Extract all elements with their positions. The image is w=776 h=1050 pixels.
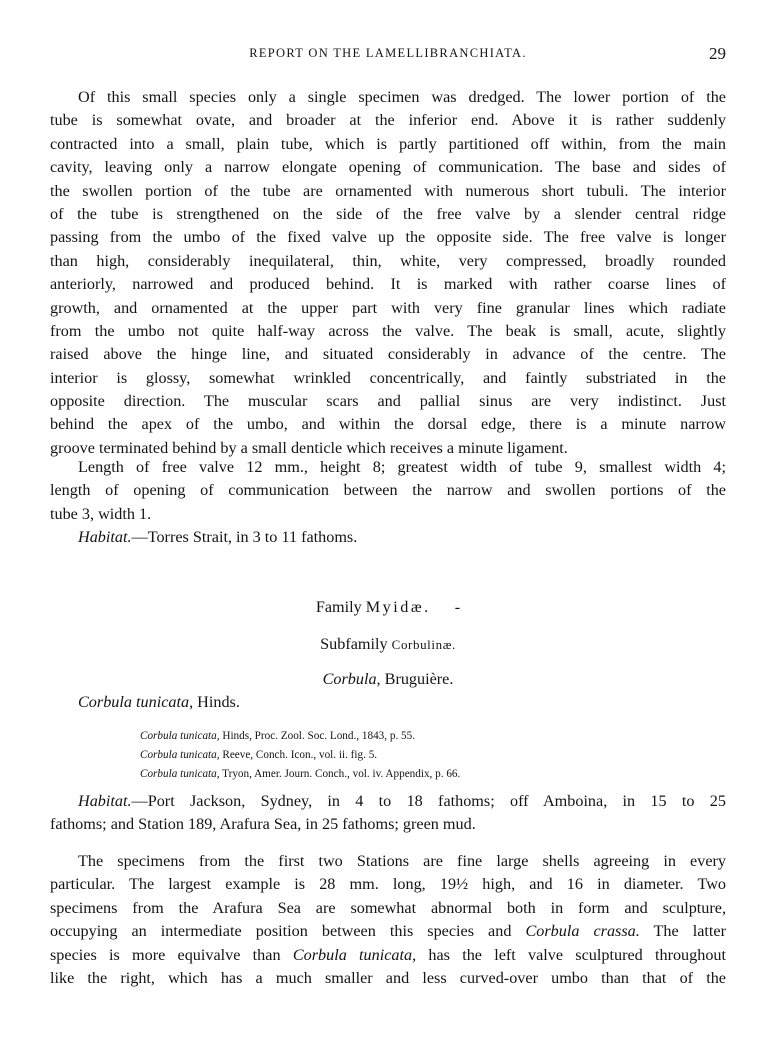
reference-citation: Reeve, Conch. Icon., vol. ii. fig. 5. — [222, 749, 378, 761]
habitat-line — [50, 526, 726, 549]
remarks-line — [50, 920, 726, 943]
species-heading — [78, 693, 240, 712]
running-head — [50, 46, 726, 68]
genus-heading — [50, 668, 726, 690]
remarks-paragraph — [50, 850, 726, 990]
description-line: from the umbo not quite half-way across the valve. The beak is small, acute, slightly — [50, 321, 726, 340]
subfamily-prefix: Subfamily — [320, 635, 388, 653]
remarks-line: like the right, which has a much smaller and less curved-over umbo than that of the — [50, 968, 726, 987]
measurements-paragraph — [50, 456, 726, 526]
species-author: Hinds. — [197, 693, 240, 711]
remarks-text: species is more equivalve than — [50, 945, 281, 964]
measurements-line: length of opening of communication between the narrow and swollen portions of the — [50, 481, 726, 500]
stray-mark: - — [454, 598, 461, 616]
synonymy-reference — [140, 727, 460, 746]
synonymy-reference — [140, 746, 460, 765]
habitat-line — [50, 790, 726, 813]
remarks-line: The specimens from the first two Stations are fine large shells agreeing in every — [78, 852, 726, 870]
description-line: cavity, leaving only a narrow elongate opening of communication. The base and sides of — [50, 158, 726, 177]
reference-taxon: Corbula tunicata, — [140, 749, 220, 761]
subfamily-heading — [50, 633, 726, 656]
measurements-line: tube 3, width 1. — [50, 504, 152, 523]
running-title: REPORT ON THE LAMELLIBRANCHIATA. — [249, 46, 527, 60]
family-prefix: Family — [315, 598, 362, 616]
habitat-label: Habitat. — [78, 792, 132, 810]
description-line: raised above the hinge line, and situated considerably in advance of the centre. The — [50, 345, 726, 364]
habitat-text: —Port Jackson, Sydney, in 4 to 18 fathoms; off Amboina, in 15 to 25 — [131, 792, 726, 810]
description-line: groove terminated behind by a small denticle which receives a minute ligament. — [50, 438, 568, 457]
family-name: Myidæ. — [365, 598, 431, 616]
description-line: contracted into a small, plain tube, which is partly partitioned off within, from the main — [50, 134, 726, 153]
remarks-line: specimens from the Arafura Sea are somewhat abnormal both in form and sculpture, — [50, 898, 726, 917]
family-heading — [50, 596, 726, 618]
genus-name: Corbula, — [322, 670, 381, 688]
reference-citation: Tryon, Amer. Journ. Conch., vol. iv. Appendix, p. 66. — [222, 768, 461, 780]
synonymy-list — [140, 727, 460, 784]
synonymy-reference — [140, 765, 460, 784]
description-line: than high, considerably inequilateral, thin, white, very compressed, broadly rounded — [50, 251, 726, 270]
description-line: Of this small species only a single specimen was dredged. The lower portion of the — [78, 88, 726, 106]
description-line: the swollen portion of the tube are ornamented with numerous short tubuli. The interior — [50, 181, 726, 200]
description-line: opposite direction. The muscular scars and pallial sinus are very indistinct. Just — [50, 392, 726, 411]
reference-citation: Hinds, Proc. Zool. Soc. Lond., 1843, p. 55. — [222, 730, 416, 742]
description-line: behind the apex of the umbo, and within the dorsal edge, there is a minute narrow — [50, 415, 726, 434]
description-line: tube is somewhat ovate, and broader at the inferior end. Above it is rather suddenly — [50, 111, 726, 130]
remarks-text: has the left valve sculptured throughout — [428, 945, 726, 964]
description-line: anteriorly, narrowed and produced behind. It is marked with rather coarse lines of — [50, 275, 726, 294]
description-paragraph — [50, 86, 726, 460]
reference-taxon: Corbula tunicata, — [140, 768, 220, 780]
subfamily-name: Corbulinæ. — [391, 637, 456, 652]
description-line: passing from the umbo of the fixed valve up the opposite side. The free valve is longer — [50, 228, 726, 247]
habitat-line: fathoms; and Station 189, Arafura Sea, in 25 fathoms; green mud. — [50, 815, 476, 834]
habitat-text: —Torres Strait, in 3 to 11 fathoms. — [131, 528, 358, 546]
reference-taxon: Corbula tunicata, — [140, 730, 220, 742]
remarks-line — [50, 944, 726, 967]
genus-author: Bruguière. — [384, 670, 454, 688]
remarks-taxon: Corbula tunicata, — [292, 945, 417, 964]
measurements-line: Length of free valve 12 mm., height 8; greatest width of tube 9, smallest width 4; — [78, 458, 726, 476]
description-line: of the tube is strengthened on the side of the free valve by a slender central ridge — [50, 204, 726, 223]
description-line: growth, and ornamented at the upper part with very fine granular lines which radiate — [50, 298, 726, 317]
remarks-line: particular. The largest example is 28 mm. long, 19½ high, and 16 in diameter. Two — [50, 875, 726, 894]
description-line: interior is glossy, somewhat wrinkled concentrically, and faintly substriated in the — [50, 368, 726, 387]
species-name: Corbula tunicata, — [78, 693, 194, 711]
page-number: 29 — [709, 44, 726, 63]
remarks-text: occupying an intermediate position between this species and — [50, 922, 512, 941]
remarks-text: The latter — [653, 922, 726, 941]
habitat-label: Habitat. — [78, 528, 132, 546]
habitat-torres-strait — [50, 526, 726, 549]
habitat-port-jackson — [50, 790, 726, 837]
remarks-taxon: Corbula crassa. — [525, 922, 640, 941]
